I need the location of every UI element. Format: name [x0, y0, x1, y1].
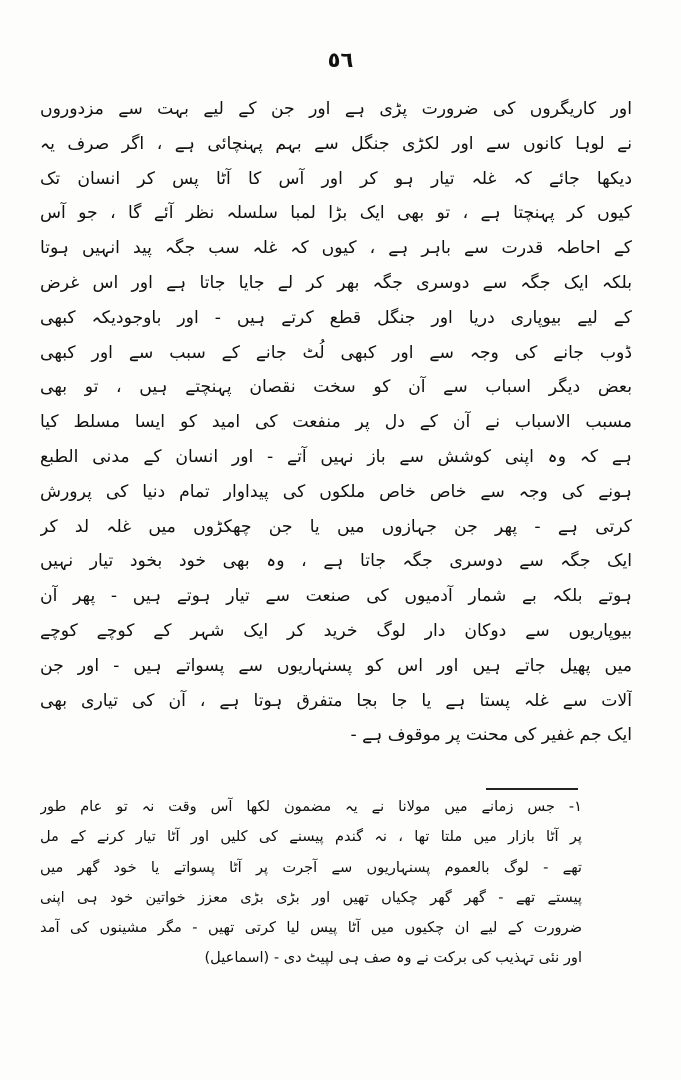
page-number: ٥٦ [327, 48, 354, 72]
main-text [40, 92, 632, 753]
text-line: مسبب الاسباب نے آن کے دل پر منفعت کی امید کو ایسا مسلط کیا [40, 412, 632, 433]
footnote-line: ١- جس زمانے میں مولانا نے یہ مضمون لکھا آس وقت نہ تو عام طور [40, 798, 582, 815]
text-line: ہے کہ وہ اپنی کوشش سے باز نہیں آتے - اور انسان کے مدنی الطبع [40, 446, 632, 467]
text-line: بعض دیگر اسباب سے آن کو سخت نقصان پہنچتے ہیں ، تو بھی [40, 377, 632, 398]
footnote [40, 792, 582, 974]
text-line: اور کاریگروں کی ضرورت پڑی ہے اور جن کے لیے بہت سے مزدوروں [40, 99, 632, 119]
text-line: بلکہ ایک جگہ سے دوسری جگہ بھر کر لے جایا جاتا ہے اور اس غرض [40, 272, 632, 293]
text-line: کیوں کر پہنچتا ہے ، تو بھی ایک بڑا لمبا سلسلہ نظر آئے گا ، جو آس [40, 203, 632, 224]
text-line: کرتی ہے - پھر جن جہازوں میں یا جن چھکڑوں میں غلہ لد کر [40, 516, 632, 537]
text-line: کے احاطہ قدرت سے باہر ہے ، کیوں کہ غلہ سب جگہ پید انہیں ہوتا [40, 238, 632, 259]
text-line: نے لوہا کانوں سے اور لکڑی جنگل سے بہم پہنچائی ہے ، اگر صرف یہ [40, 133, 632, 154]
footnote-line: پر آٹا بازار میں ملتا تھا ، نہ گندم پیسنے کی کلیں اور آٹا تیار کرنے کے مل [40, 828, 582, 846]
footnote-line: اور نئی تہذیب کی برکت نے وہ صف ہی لپیٹ دی - (اسماعیل) [204, 949, 582, 967]
footnote-line: ضرورت کے لیے ان چکیوں میں آٹا پیس لیا کرتی تھیں - مگر مشینوں کی آمد [40, 919, 582, 937]
text-line: ایک جم غفیر کی محنت پر موقوف ہے - [350, 725, 632, 746]
text-line: بیوپاریوں سے دوکان دار لوگ خرید کر ایک شہر کے کوچے کوچے [40, 620, 632, 641]
footnote-line: تھے - لوگ بالعموم پسنہاریوں سے آجرت پر آٹا پسواتے یا خود گھر میں [40, 858, 582, 876]
text-line: دیکھا جائے کہ غلہ تیار ہو کر اور آس کا آٹا پس کر انسان تک [40, 168, 632, 189]
footnote-line: پیستے تھے - گھر گھر چکیاں تھیں اور بڑی بڑی معزز خواتین خود ہی اپنی [40, 888, 582, 906]
text-line: ایک جگہ سے دوسری جگہ جاتا ہے ، وہ بھی خود بخود تیار نہیں [40, 551, 632, 572]
footnote-separator [486, 788, 578, 790]
text-line: ہوتے بلکہ بے شمار آدمیوں کی صنعت سے تیار ہوتے ہیں - پھر آن [40, 586, 632, 607]
text-line: ہونے کی وجہ سے خاص خاص ملکوں کی پیداوار تمام دنیا کی پرورش [40, 481, 632, 502]
text-line: ڈوب جانے کی وجہ سے اور کبھی لُٹ جانے کے سبب سے اور کبھی [40, 342, 632, 363]
text-line: آلات سے غلہ پستا ہے یا جا بجا متفرق ہوتا ہے ، آن کی تیاری بھی [40, 690, 632, 711]
text-line: میں پھیل جاتے ہیں اور اس کو پسنہاریوں سے پسواتے ہیں - اور جن [40, 655, 632, 676]
text-line: کے لیے بیوپاری دریا اور جنگل قطع کرتے ہیں - اور باوجودیکہ کبھی [40, 307, 632, 328]
